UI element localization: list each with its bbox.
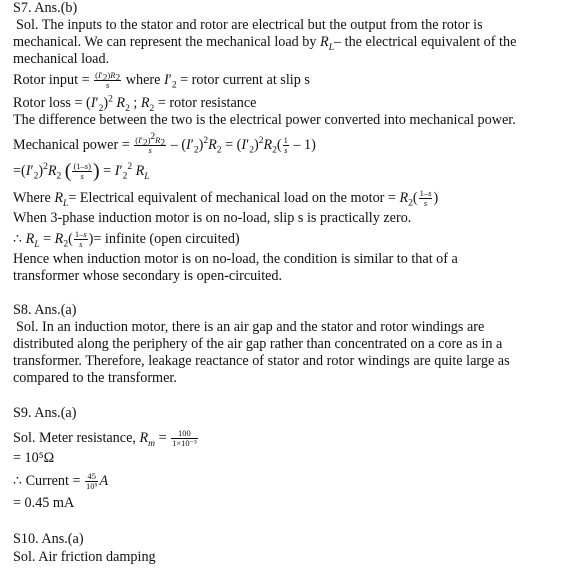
s8-line-3: transformer. Therefore, leakage reactance of stator and rotor windings are quite large as (13, 353, 510, 369)
s10-solution: Sol. Air friction damping (13, 549, 156, 565)
rotor-loss-line: Rotor loss = $(I'_2)^2$ $R_2$ ; $R_2$ = rotor resistance (13, 94, 257, 114)
meter-resistance-line: Sol. Meter resistance, $R_m$ = $\frac{100}{\text{1×10⁻³}}$ (13, 428, 197, 449)
current-result: = 0.45 mA (13, 495, 75, 511)
s7-intro-line-2: mechanical. We can represent the mechanical load by $R_L-$ the electrical equivalent of the (13, 34, 517, 53)
resistance-result: = 10⁵Ω (13, 450, 55, 466)
hence-line-2: transformer whose secondary is open-circuited. (13, 268, 283, 284)
s8-line-1: Sol. In an induction motor, there is an air gap and the stator and rotor windings are (16, 319, 485, 335)
mech-power-fraction: $\frac{(I'_2)^2R_2}{s}$ (135, 132, 166, 155)
s8-line-4: compared to the transformer. (13, 370, 177, 386)
s7-intro-line-3: mechanical load. (13, 51, 110, 67)
s10-heading: S10. Ans.(a) (13, 531, 84, 547)
difference-line: The difference between the two is the electrical power converted into mechanical power. (13, 112, 516, 128)
where-line: Where $R_L=$ Electrical equivalent of mechanical load on the motor = $R_2$( $\frac{1-s}{s}$ ) (13, 188, 439, 209)
rotor-input-line: Rotor input = $\frac{(I'_2)R_2}{s}$ where $I'_2$ = rotor current at slip s (13, 70, 310, 91)
meter-resistance-fraction: $\frac{100}{\text{1×10⁻³}}$ (172, 428, 197, 448)
mech-power-line: Mechanical power = $\frac{(I'_2)^2R_2}{s}$ – $(I'_2)^2R_2 = (I'_2)^2R_2$( $\frac{1}{s}$ – 1) (13, 132, 316, 156)
s7-heading: S7. Ans.(b) (13, 0, 78, 16)
rotor-input-fraction: $\frac{(I'_2)R_2}{s}$ (95, 70, 121, 90)
infinite-line: ∴ $R_L = R_2$( $\frac{1-s}{s}$ )= infinite (open circuited) (13, 229, 240, 250)
current-fraction: $\frac{45}{\text{10⁵}}$ (86, 471, 98, 491)
no-load-line: When 3-phase induction motor is on no-load, slip s is practically zero. (13, 210, 412, 226)
s9-heading: S9. Ans.(a) (13, 405, 77, 421)
hence-line-1: Hence when induction motor is on no-load, the condition is similar to that of a (13, 251, 458, 267)
mech-power-result-line: $=(I'_2)^2R_2$ ( $\frac{(1-s)}{s}$ ) = $I'_2^2$ $R_L$ (13, 160, 150, 182)
s7-intro-line-1: Sol. The inputs to the stator and rotor are electrical but the output from the rotor is (16, 17, 483, 33)
current-line: ∴ Current = $\frac{45}{\text{10⁵}}$ A (13, 471, 109, 491)
s8-heading: S8. Ans.(a) (13, 302, 77, 318)
s8-line-2: distributed along the periphery of the air gap rather than concentrated on a core as in a (13, 336, 503, 352)
